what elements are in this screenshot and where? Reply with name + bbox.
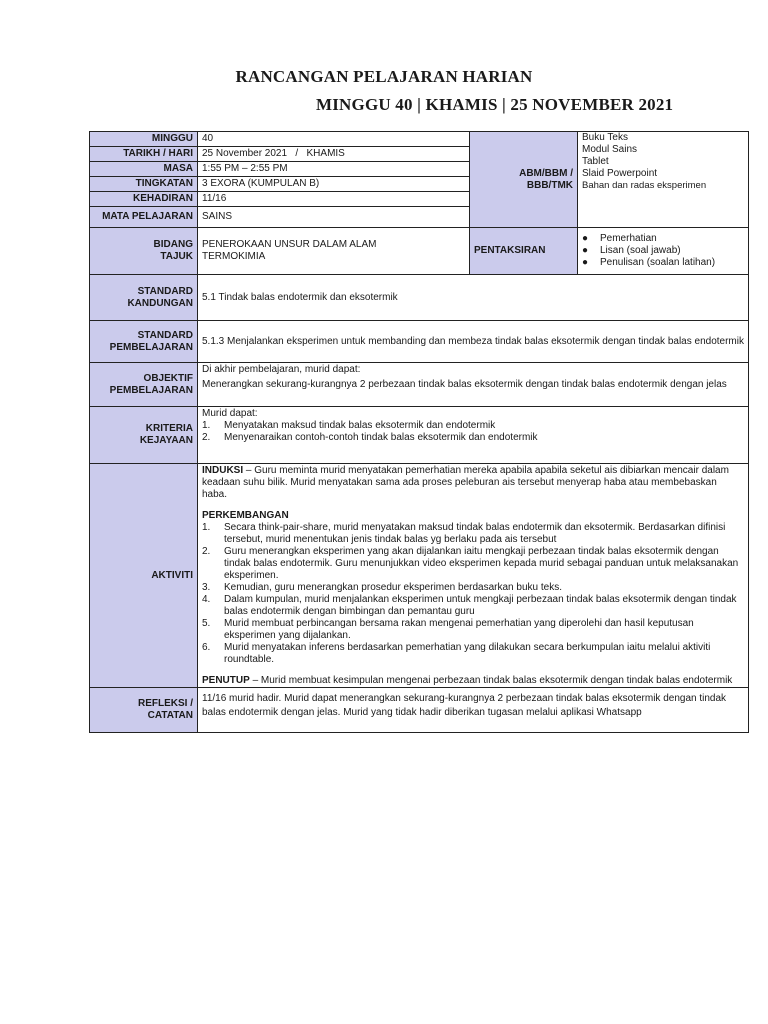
resource-item: Buku Teks [582,132,628,143]
label-kehadiran: KEHADIRAN [90,192,198,207]
value-tingkatan: 3 EXORA (KUMPULAN B) [198,177,470,192]
value-tajuk: TERMOKIMIA [202,251,266,262]
value-mata-pelajaran: SAINS [198,207,470,228]
row-refleksi [90,688,749,733]
pentaksiran-item: ● Pemerhatian [582,233,657,244]
label-kriteria: KRITERIA KEJAYAAN [90,407,198,464]
pentaksiran-item: ● Lisan (soal jawab) [582,245,681,256]
label-tingkatan: TINGKATAN [90,177,198,192]
value-kehadiran: 11/16 [198,192,470,207]
label-bidang: BIDANG [153,239,193,250]
row-bidang [90,228,749,275]
row-standard-pembelajaran [90,321,749,363]
label-objektif: OBJEKTIF PEMBELAJARAN [90,363,198,407]
row-standard-kandungan [90,275,749,321]
bullet-icon: ● [582,245,589,256]
value-masa: 1:55 PM – 2:55 PM [198,162,470,177]
row-aktiviti [90,464,749,688]
pentaksiran-list [578,228,749,275]
perkembangan-heading: PERKEMBANGAN [202,510,289,521]
resource-item: Modul Sains [582,144,638,155]
resource-item: Slaid Powerpoint [582,168,658,179]
list-item: 2. Menyenaraikan contoh-contoh tindak balas eksotermik dan endotermik [202,432,538,443]
abm-resources [578,132,749,228]
label-mata-pelajaran: MATA PELAJARAN [90,207,198,228]
value-standard-kandungan: 5.1 Tindak balas endotermik dan eksotermik [198,275,749,321]
value-minggu: 40 [198,132,470,147]
resource-item: Tablet [582,156,609,167]
value-bidang: PENEROKAAN UNSUR DALAM ALAM [202,239,377,250]
value-bidang-tajuk [198,228,470,275]
list-item: 6. Murid menyatakan inferens berdasarkan pemerhatian yang dilakukan secara berkumpulan iaitu melalui aktiviti roundtable. [202,642,711,665]
row-minggu [90,132,749,147]
label-refleksi: REFLEKSI / CATATAN [90,688,198,733]
list-item: 5. Murid membuat perbincangan bersama rakan mengenai pemerhatian yang diperolehi dan hasil keputusan eksperimen yang dijalankan. [202,618,694,641]
label-masa: MASA [90,162,198,177]
value-aktiviti [198,464,749,688]
pentaksiran-item: ● Penulisan (soalan latihan) [582,257,716,268]
penutup-paragraph: PENUTUP – Murid membuat kesimpulan mengenai perbezaan tindak balas eksotermik dengan tindak balas endotermik [202,675,733,686]
value-tarikh: 25 November 2021 / KHAMIS [198,147,470,162]
list-item: 2. Guru menerangkan eksperimen yang akan dijalankan iaitu mengkaji perbezaan tindak balas eksotermik dengan tindak balas endotermik. Guru menunjukkan video eksperimen kepada murid sebagai panduan untuk melaksanakan eksperimen. [202,546,739,581]
list-item: 3. Kemudian, guru menerangkan prosedur eksperimen berdasarkan buku teks. [202,582,562,593]
resource-item: Bahan dan radas eksperimen [582,180,707,191]
label-abm: ABM/BBM / BBB/TMK [470,132,578,228]
lesson-plan-table [89,131,749,733]
label-bidang-tajuk [90,228,198,275]
label-tarikh: TARIKH / HARI [90,147,198,162]
value-standard-pembelajaran: 5.1.3 Menjalankan eksperimen untuk membanding dan membeza tindak balas eksotermik dengan tindak balas endotermik [198,321,749,363]
list-item: 1. Secara think-pair-share, murid menyatakan maksud tindak balas endotermik dan eksotermik. Berdasarkan difinisi tersebut, murid menentukan jenis tindak balas yg berlaku pada ais tersebut [202,522,726,545]
row-objektif [90,363,749,407]
list-item: 4. Dalam kumpulan, murid menjalankan eksperimen untuk mengkaji perbezaan tindak balas eksotermik dengan tindak balas endotermik dengan bimbingan dan pemantau guru [202,594,737,617]
value-refleksi: 11/16 murid hadir. Murid dapat menerangkan sekurang-kurangnya 2 perbezaan tindak balas eksotermik dengan tindak balas endotermik dengan jelas. Murid yang tidak hadir diberikan tugasan melalui aplikasi Whatsapp [198,688,749,733]
label-minggu: MINGGU [90,132,198,147]
value-objektif: Di akhir pembelajaran, murid dapat: Menerangkan sekurang-kurangnya 2 perbezaan tindak balas eksotermik dengan tindak balas endotermik dengan jelas [198,363,749,407]
row-kriteria [90,407,749,464]
bullet-icon: ● [582,233,589,244]
label-standard-pembelajaran: STANDARD PEMBELAJARAN [90,321,198,363]
label-pentaksiran: PENTAKSIRAN [470,228,578,275]
induksi-paragraph: INDUKSI – Guru meminta murid menyatakan pemerhatian mereka apabila apabila seketul ais dibiarkan mencair dalam keadaan suhu bilik. Murid menyatakan sama ada proses peleburan ais tersebut menyerap haba atau membebaskan haba. [202,465,729,500]
label-tajuk: TAJUK [160,251,193,262]
document-title: RANCANGAN PELAJARAN HARIAN [235,67,533,86]
list-item: 1. Menyatakan maksud tindak balas eksotermik dan endotermik [202,420,496,431]
value-kriteria: Murid dapat: 1. Menyatakan maksud tindak balas eksotermik dan endotermik 2. Menyenaraikan contoh-contoh tindak balas eksotermik dan endotermik [198,407,749,464]
label-standard-kandungan: STANDARD KANDUNGAN [90,275,198,321]
bullet-icon: ● [582,257,589,268]
label-aktiviti: AKTIVITI [90,464,198,688]
document-subtitle: MINGGU 40 | KHAMIS | 25 NOVEMBER 2021 [316,95,674,114]
